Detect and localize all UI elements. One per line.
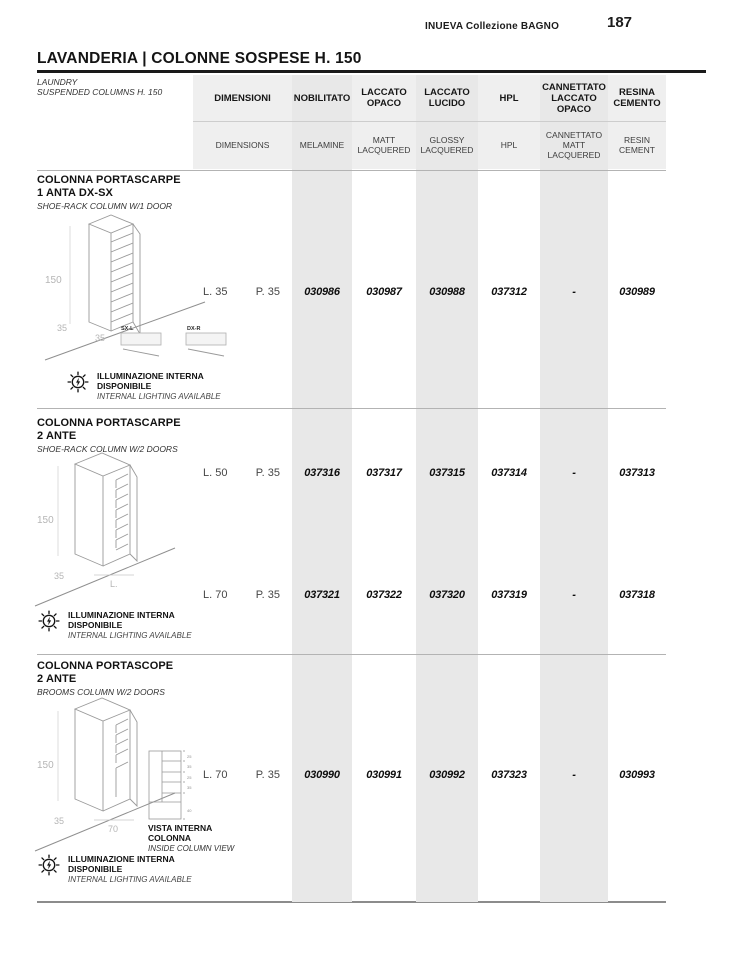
price-row xyxy=(193,764,666,786)
lighting-text xyxy=(97,371,221,401)
brand-header: INUEVA Collezione BAGNO xyxy=(425,21,560,32)
price-row xyxy=(193,462,666,484)
col-header: HPL xyxy=(499,92,519,104)
inset-tick: 25 xyxy=(187,754,192,759)
dim-height-label: 150 xyxy=(45,275,62,286)
product-code: 037321 xyxy=(304,589,340,601)
section-divider xyxy=(37,170,666,171)
lighting-line: ILLUMINAZIONE INTERNA xyxy=(68,854,175,864)
dim-p: P. 35 xyxy=(255,286,280,298)
product-name-line: COLONNA PORTASCOPE xyxy=(37,660,174,672)
product-code: 037316 xyxy=(304,467,340,479)
product-code: 030989 xyxy=(619,286,655,298)
table-header-it xyxy=(193,75,666,121)
product-code-dash: - xyxy=(572,769,576,781)
lighting-note-2 xyxy=(38,610,192,640)
product-code: 030992 xyxy=(429,769,465,781)
dim-width-label: L. xyxy=(110,579,118,589)
product-code: 037315 xyxy=(429,467,465,479)
product-name-line: 2 ANTE xyxy=(37,429,77,442)
product-code: 037320 xyxy=(429,589,465,601)
dim-p: P. 35 xyxy=(255,589,280,601)
page-title: LAVANDERIA | COLONNE SOSPESE H. 150 xyxy=(37,50,362,67)
internal-lighting-icon xyxy=(67,371,89,393)
product-diagram-shoe-rack-2-doors xyxy=(30,448,205,608)
page-number: 187 xyxy=(607,14,633,31)
dimensions-cell xyxy=(193,764,292,786)
dim-p: P. 35 xyxy=(255,467,280,479)
internal-lighting-icon xyxy=(38,854,60,876)
product-name-1 xyxy=(37,174,181,211)
inset-title-line: VISTA INTERNA xyxy=(148,823,213,833)
dim-depth-label: 35 xyxy=(57,323,68,333)
section-divider xyxy=(37,654,666,655)
lighting-line: ILLUMINAZIONE INTERNA xyxy=(97,371,204,381)
inset-tick: 25 xyxy=(187,775,192,780)
door-right-label: DX-R xyxy=(187,326,201,332)
col-header: RESINA CEMENTO xyxy=(613,87,661,109)
inset-tick: 35 xyxy=(187,764,192,769)
lighting-line-en: INTERNAL LIGHTING AVAILABLE xyxy=(68,631,192,640)
section-divider xyxy=(37,408,666,409)
lighting-line-en: INTERNAL LIGHTING AVAILABLE xyxy=(97,392,221,401)
col-subheader: HPL xyxy=(500,139,518,150)
col-header: CANNETTATO LACCATO OPACO xyxy=(542,81,606,115)
product-code: 037322 xyxy=(366,589,402,601)
inset-tick: 35 xyxy=(187,785,192,790)
product-name-3 xyxy=(37,660,173,697)
lighting-line: DISPONIBILE xyxy=(68,864,123,874)
col-header: LACCATO OPACO xyxy=(361,87,407,109)
col-header: NOBILITATO xyxy=(293,92,351,104)
lighting-line-en: INTERNAL LIGHTING AVAILABLE xyxy=(68,875,192,884)
inset-tick: 40 xyxy=(187,808,192,813)
dimensions-cell xyxy=(193,584,292,606)
lighting-note-1 xyxy=(67,371,221,401)
col-subheader: MELAMINE xyxy=(299,139,345,150)
inset-title-line: COLONNA xyxy=(148,833,191,843)
inside-column-view-diagram xyxy=(148,750,203,822)
product-code: 030986 xyxy=(304,286,340,298)
product-code: 037313 xyxy=(619,467,655,479)
col-subheader: DIMENSIONS xyxy=(215,139,270,150)
product-code: 030988 xyxy=(429,286,465,298)
product-code-dash: - xyxy=(572,467,576,479)
dim-l: L. 50 xyxy=(203,467,228,479)
product-code: 037314 xyxy=(491,467,527,479)
price-row xyxy=(193,281,666,303)
col-subheader: CANNETTATO MATT LACQUERED xyxy=(545,129,603,160)
dim-l: L. 70 xyxy=(203,589,228,601)
subtitle-line: SUSPENDED COLUMNS H. 150 xyxy=(37,87,163,97)
lighting-line: DISPONIBILE xyxy=(68,620,123,630)
col-header: DIMENSIONI xyxy=(214,92,271,104)
col-subheader: GLOSSY LACQUERED xyxy=(420,134,474,155)
product-name-line: 1 ANTA DX-SX xyxy=(37,186,113,199)
product-code: 030987 xyxy=(366,286,402,298)
product-code: 037323 xyxy=(491,769,527,781)
lighting-note-3 xyxy=(38,854,192,884)
col-subheader: MATT LACQUERED xyxy=(357,134,411,155)
table-header-en xyxy=(193,121,666,168)
product-code: 037319 xyxy=(491,589,527,601)
lighting-line: ILLUMINAZIONE INTERNA xyxy=(68,610,175,620)
product-code: 037318 xyxy=(619,589,655,601)
dimensions-cell xyxy=(193,462,292,484)
lighting-line: DISPONIBILE xyxy=(97,381,152,391)
dimensions-cell xyxy=(193,281,292,303)
product-code-dash: - xyxy=(572,589,576,601)
product-name-en: SHOE-RACK COLUMN W/1 DOOR xyxy=(37,201,173,211)
page-subtitle xyxy=(37,77,162,97)
product-code: 030990 xyxy=(304,769,340,781)
product-name-line: 2 ANTE xyxy=(37,672,77,685)
lighting-text xyxy=(68,610,192,640)
product-code: 030991 xyxy=(366,769,402,781)
dim-depth-label: 35 xyxy=(54,571,65,581)
product-name-2 xyxy=(37,417,181,454)
dim-height-label: 150 xyxy=(37,760,54,771)
product-name-en: SHOE-RACK COLUMN W/2 DOORS xyxy=(37,444,178,454)
dim-depth-label: 35 xyxy=(54,816,65,826)
dim-width-label: 70 xyxy=(108,824,119,834)
dim-l: L. 70 xyxy=(203,769,228,781)
title-rule xyxy=(37,70,706,73)
product-name-line: COLONNA PORTASCARPE xyxy=(37,417,181,429)
product-code: 037317 xyxy=(366,467,402,479)
col-header: LACCATO LUCIDO xyxy=(424,87,470,109)
product-name-en: BROOMS COLUMN W/2 DOORS xyxy=(37,687,165,697)
product-code: 030993 xyxy=(619,769,655,781)
subtitle-line: LAUNDRY xyxy=(37,77,78,87)
internal-lighting-icon xyxy=(38,610,60,632)
dim-l: L. 35 xyxy=(203,286,228,298)
door-left-label: SX-L xyxy=(121,326,134,332)
lighting-text xyxy=(68,854,192,884)
product-name-line: COLONNA PORTASCARPE xyxy=(37,174,181,186)
inset-subtitle: INSIDE COLUMN VIEW xyxy=(148,844,235,853)
dim-width-label: 35 xyxy=(95,333,106,343)
product-code-dash: - xyxy=(572,286,576,298)
dim-height-label: 150 xyxy=(37,515,54,526)
col-subheader: RESIN CEMENT xyxy=(619,134,655,155)
dim-p: P. 35 xyxy=(255,769,280,781)
inset-caption xyxy=(148,823,234,853)
price-row xyxy=(193,584,666,606)
product-code: 037312 xyxy=(491,286,527,298)
